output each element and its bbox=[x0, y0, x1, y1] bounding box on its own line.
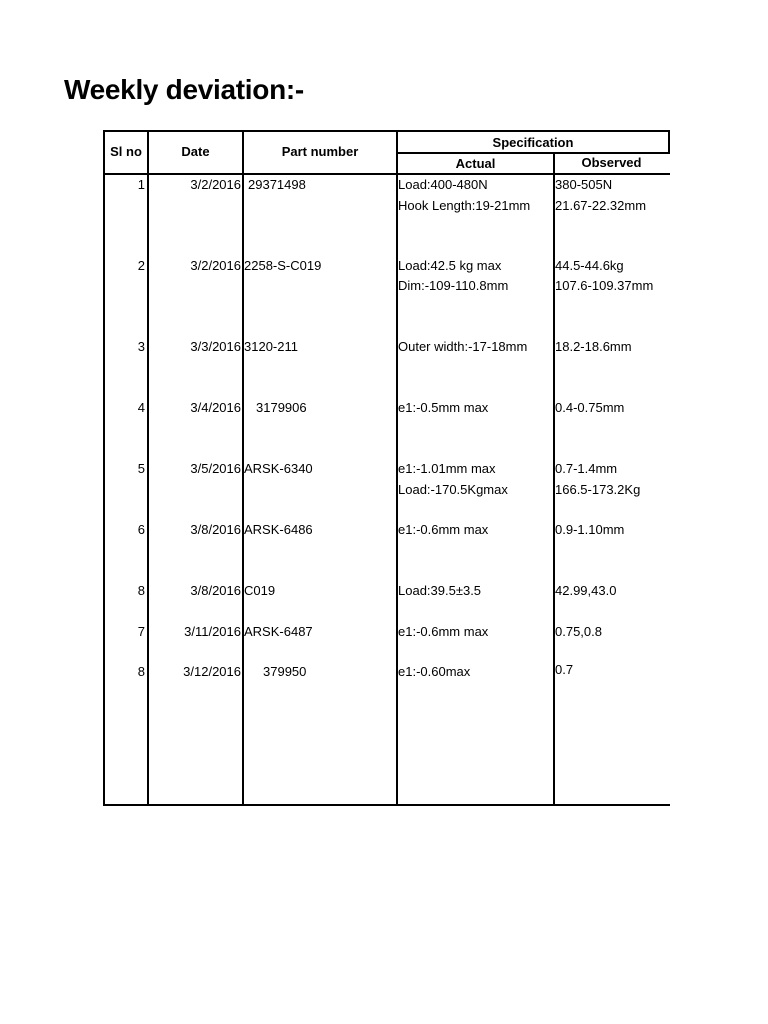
observed-cell: 380-505N bbox=[555, 177, 613, 192]
part-number-cell: ARSK-6340 bbox=[244, 461, 313, 476]
header-bottom-border bbox=[103, 173, 670, 175]
actual-cell: Load:39.5±3.5 bbox=[398, 583, 482, 598]
header-specification: Specification bbox=[492, 135, 574, 150]
header-sl-no: Sl no bbox=[110, 144, 142, 159]
part-number-cell: 2258-S-C019 bbox=[244, 258, 322, 273]
observed-cell: 0.7-1.4mm bbox=[555, 461, 618, 476]
date-cell: 3/8/2016 bbox=[190, 522, 241, 537]
col-border-spec-right bbox=[668, 130, 670, 153]
actual-cell: Load:400-480N bbox=[398, 177, 488, 192]
observed-cell: 44.5-44.6kg bbox=[555, 258, 624, 273]
part-number-cell: 379950 bbox=[263, 664, 307, 679]
header-observed: Observed bbox=[581, 155, 642, 170]
date-cell: 3/8/2016 bbox=[190, 583, 241, 598]
sl-no-cell: 7 bbox=[137, 624, 145, 639]
date-cell: 3/3/2016 bbox=[190, 339, 241, 354]
observed-cell: 0.4-0.75mm bbox=[555, 400, 625, 415]
part-number-cell: 3120-211 bbox=[244, 339, 298, 354]
sl-no-cell: 2 bbox=[137, 258, 145, 273]
actual-cell: Dim:-109-110.8mm bbox=[398, 278, 509, 293]
part-number-cell: 3179906 bbox=[256, 400, 307, 415]
observed-cell: 0.75,0.8 bbox=[555, 624, 602, 639]
col-border-actual-observed bbox=[553, 152, 555, 806]
actual-cell: e1:-0.60max bbox=[398, 664, 471, 679]
date-cell: 3/11/2016 bbox=[184, 624, 241, 639]
header-actual: Actual bbox=[455, 156, 496, 171]
date-cell: 3/2/2016 bbox=[190, 177, 241, 192]
sl-no-cell: 8 bbox=[137, 583, 145, 598]
actual-cell: e1:-0.6mm max bbox=[398, 624, 489, 639]
spec-sub-divider bbox=[397, 152, 670, 154]
observed-cell: 21.67-22.32mm bbox=[555, 198, 647, 213]
date-cell: 3/5/2016 bbox=[190, 461, 241, 476]
observed-cell: 166.5-173.2Kg bbox=[555, 482, 641, 497]
sl-no-cell: 4 bbox=[137, 400, 145, 415]
date-cell: 3/4/2016 bbox=[190, 400, 241, 415]
actual-cell: e1:-0.6mm max bbox=[398, 522, 489, 537]
header-part-number: Part number bbox=[281, 144, 359, 159]
part-number-cell: ARSK-6486 bbox=[244, 522, 313, 537]
observed-cell: 107.6-109.37mm bbox=[555, 278, 654, 293]
sl-no-cell: 1 bbox=[137, 177, 145, 192]
sl-no-cell: 8 bbox=[137, 664, 145, 679]
actual-cell: Load:42.5 kg max bbox=[398, 258, 502, 273]
actual-cell: e1:-0.5mm max bbox=[398, 400, 489, 415]
sl-no-cell: 5 bbox=[137, 461, 145, 476]
observed-cell: 0.7 bbox=[555, 662, 574, 677]
part-number-cell: 29371498 bbox=[248, 177, 306, 192]
date-cell: 3/12/2016 bbox=[183, 664, 241, 679]
table-top-border bbox=[103, 130, 670, 132]
actual-cell: Load:-170.5Kgmax bbox=[398, 482, 508, 497]
observed-cell: 42.99,43.0 bbox=[555, 583, 617, 598]
sl-no-cell: 3 bbox=[137, 339, 145, 354]
part-number-cell: ARSK-6487 bbox=[244, 624, 313, 639]
table-bottom-border bbox=[103, 804, 670, 806]
date-cell: 3/2/2016 bbox=[190, 258, 241, 273]
observed-cell: 18.2-18.6mm bbox=[555, 339, 632, 354]
actual-cell: Outer width:-17-18mm bbox=[398, 339, 528, 354]
part-number-cell: C019 bbox=[244, 583, 276, 598]
actual-cell: e1:-1.01mm max bbox=[398, 461, 496, 476]
page-title: Weekly deviation:- bbox=[64, 74, 304, 105]
sl-no-cell: 6 bbox=[137, 522, 145, 537]
actual-cell: Hook Length:19-21mm bbox=[398, 198, 531, 213]
header-date: Date bbox=[181, 144, 210, 159]
observed-cell: 0.9-1.10mm bbox=[555, 522, 625, 537]
